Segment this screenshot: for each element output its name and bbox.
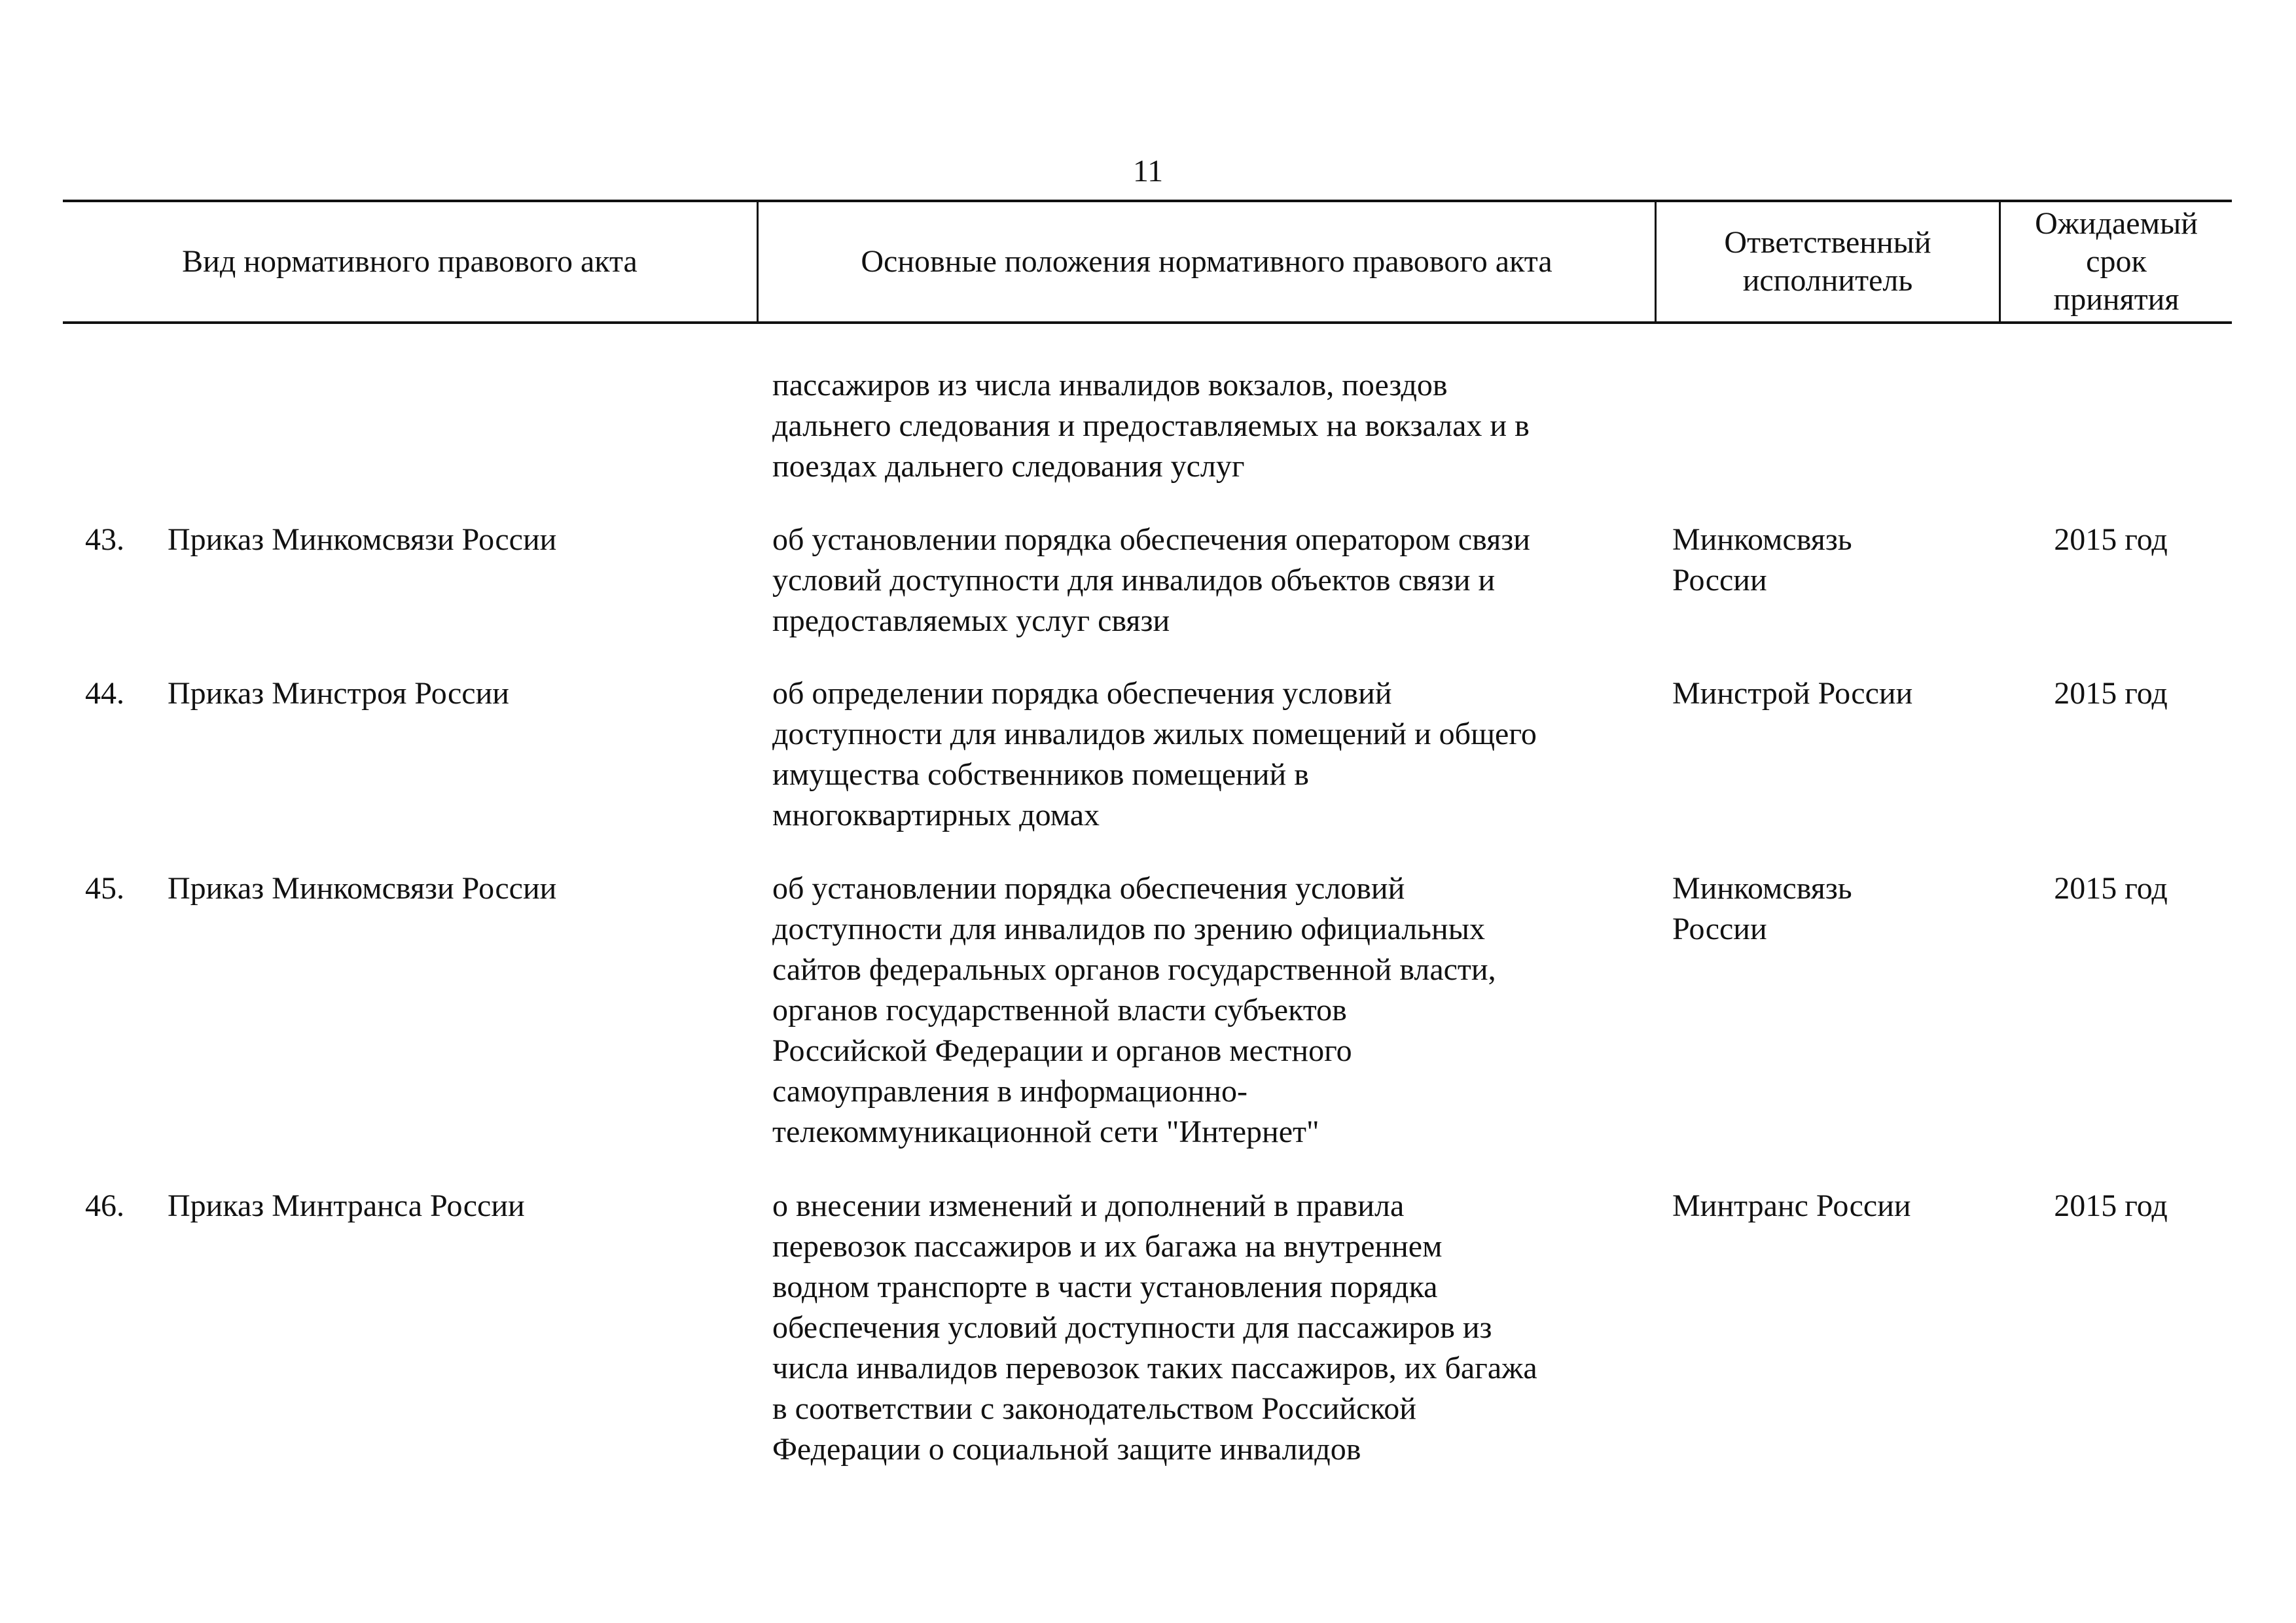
- page-number: 11: [1132, 154, 1164, 188]
- act-content: об установлении порядка обеспечения оператором связи условий доступности для инвалидов объектов связи и предоставляемых услуг связи: [772, 522, 1530, 638]
- executor: Минтранс России: [1672, 1188, 1911, 1223]
- row-number: 44.: [85, 676, 124, 711]
- continuation-text: пассажиров из числа инвалидов вокзалов, поездов дальнего следования и предоставляемых на вокзалах и в поездах дальнего следования услуг: [772, 368, 1530, 484]
- row-number: 46.: [85, 1188, 124, 1223]
- executor: Минстрой России: [1672, 676, 1913, 711]
- executor: Минкомсвязь России: [1672, 871, 1852, 946]
- act-type: Приказ Минтранса России: [168, 1188, 525, 1223]
- act-content: о внесении изменений и дополнений в правила перевозок пассажиров и их багажа на внутреннем водном транспорте в части установления порядка обеспечения условий доступности для пассажиров из числа инвалидов перевозок таких пассажиров, их багажа в соответствии с законодательством Российской Федерации о социальной защите инвалидов: [772, 1188, 1537, 1467]
- header-executor: Ответственный исполнитель: [1724, 225, 1931, 298]
- expected-date: 2015 год: [2054, 522, 2168, 557]
- row-number: 43.: [85, 522, 124, 557]
- act-type: Приказ Минкомсвязи России: [168, 522, 557, 557]
- act-content: об установлении порядка обеспечения условий доступности для инвалидов по зрению официальных сайтов федеральных органов государственной власти, органов государственной власти субъектов Российской Федерации и органов местного самоуправления в информационно- телекоммуникационной сети "Интернет": [772, 871, 1496, 1149]
- executor: Минкомсвязь России: [1672, 522, 1852, 597]
- act-type: Приказ Минкомсвязи России: [168, 871, 557, 906]
- act-type: Приказ Минстроя России: [168, 676, 509, 711]
- expected-date: 2015 год: [2054, 1188, 2168, 1223]
- expected-date: 2015 год: [2054, 676, 2168, 711]
- header-expected-date: Ожидаемый срок принятия: [2035, 206, 2198, 317]
- header-act-provisions: Основные положения нормативного правового акта: [861, 244, 1552, 279]
- row-number: 45.: [85, 871, 124, 906]
- table-header-rule-bottom: [63, 321, 2232, 324]
- act-content: об определении порядка обеспечения условий доступности для инвалидов жилых помещений и общего имущества собственников помещений в многоквартирных домах: [772, 676, 1537, 832]
- header-act-type: Вид нормативного правового акта: [182, 244, 637, 279]
- expected-date: 2015 год: [2054, 871, 2168, 906]
